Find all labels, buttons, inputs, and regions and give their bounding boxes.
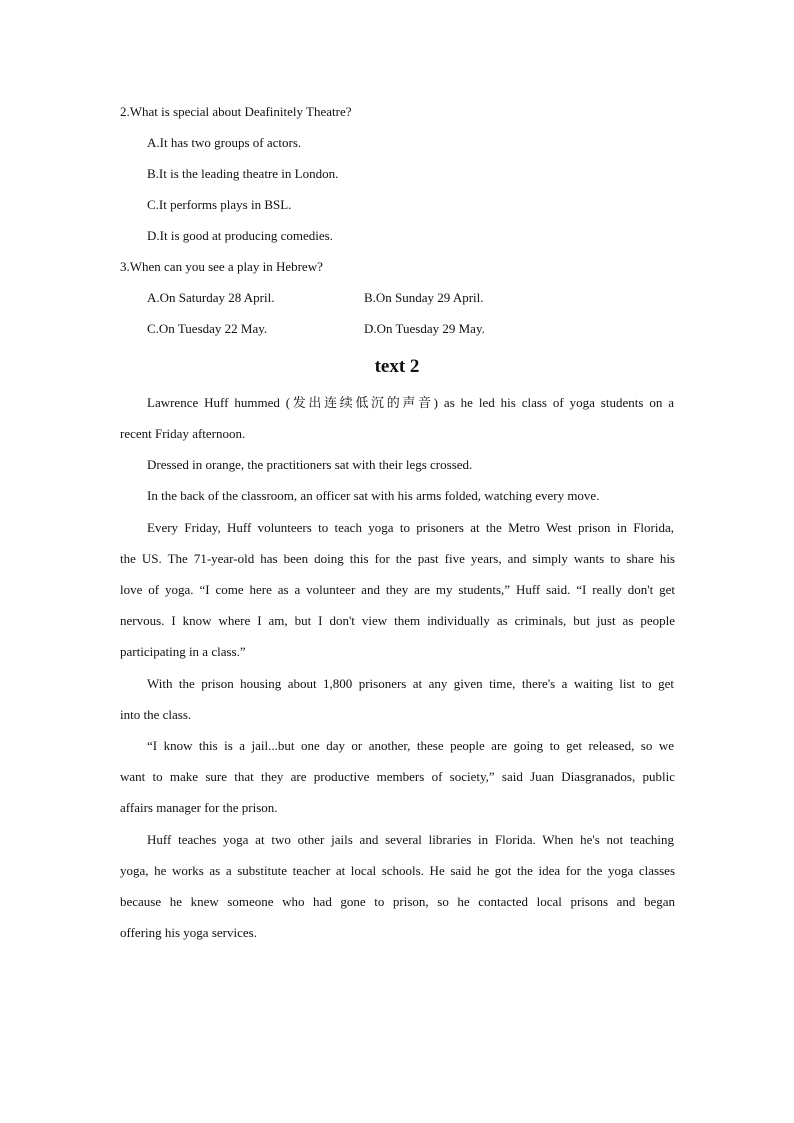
passage-line: Dressed in orange, the practitioners sat with their legs crossed. [147, 457, 473, 472]
passage-line: nervous. I know where I am, but I don't view them individually as criminals, but just as people [120, 613, 675, 628]
question-3-option-b: B.On Sunday 29 April. [364, 290, 484, 305]
question-2-stem: 2.What is special about Deafinitely Theatre? [120, 104, 352, 119]
passage-line: Huff teaches yoga at two other jails and several libraries in Florida. When he's not teaching [147, 832, 674, 847]
passage-line: yoga, he works as a substitute teacher at local schools. He said he got the idea for the yoga classes [120, 863, 675, 878]
passage-line: With the prison housing about 1,800 prisoners at any given time, there's a waiting list to get [147, 676, 674, 691]
passage-line: In the back of the classroom, an officer sat with his arms folded, watching every move. [147, 488, 600, 503]
question-2-option-c: C.It performs plays in BSL. [147, 197, 292, 212]
passage-line: into the class. [120, 707, 192, 722]
passage-line: recent Friday afternoon. [120, 426, 246, 441]
question-2-option-d: D.It is good at producing comedies. [147, 228, 333, 243]
passage-line: Lawrence Huff hummed (发出连续低沉的声音) as he led his class of yoga students on a [147, 395, 674, 410]
section-title: text 2 [374, 356, 420, 377]
passage-line: want to make sure that they are productive members of society,” said Juan Diasgranados, public [120, 769, 675, 784]
passage-line: the US. The 71-year-old has been doing this for the past five years, and simply wants to share his [120, 551, 675, 566]
passage-line: because he knew someone who had gone to prison, so he contacted local prisons and began [120, 894, 675, 909]
question-2-option-a: A.It has two groups of actors. [147, 135, 302, 150]
passage-line: love of yoga. “I come here as a volunteer and they are my students,” Huff said. “I really don't get [120, 582, 675, 597]
passage-line: participating in a class.” [120, 644, 246, 659]
passage-line: offering his yoga services. [120, 925, 257, 940]
passage-line: Every Friday, Huff volunteers to teach yoga to prisoners at the Metro West prison in Florida, [147, 520, 674, 535]
passage-line: “I know this is a jail...but one day or another, these people are going to get released, so we [147, 738, 674, 753]
passage-line: affairs manager for the prison. [120, 800, 278, 815]
question-3-option-c: C.On Tuesday 22 May. [147, 321, 268, 336]
question-2-option-b: B.It is the leading theatre in London. [147, 166, 339, 181]
question-3-option-a: A.On Saturday 28 April. [147, 290, 275, 305]
question-3-stem: 3.When can you see a play in Hebrew? [120, 259, 323, 274]
question-3-option-d: D.On Tuesday 29 May. [364, 321, 485, 336]
